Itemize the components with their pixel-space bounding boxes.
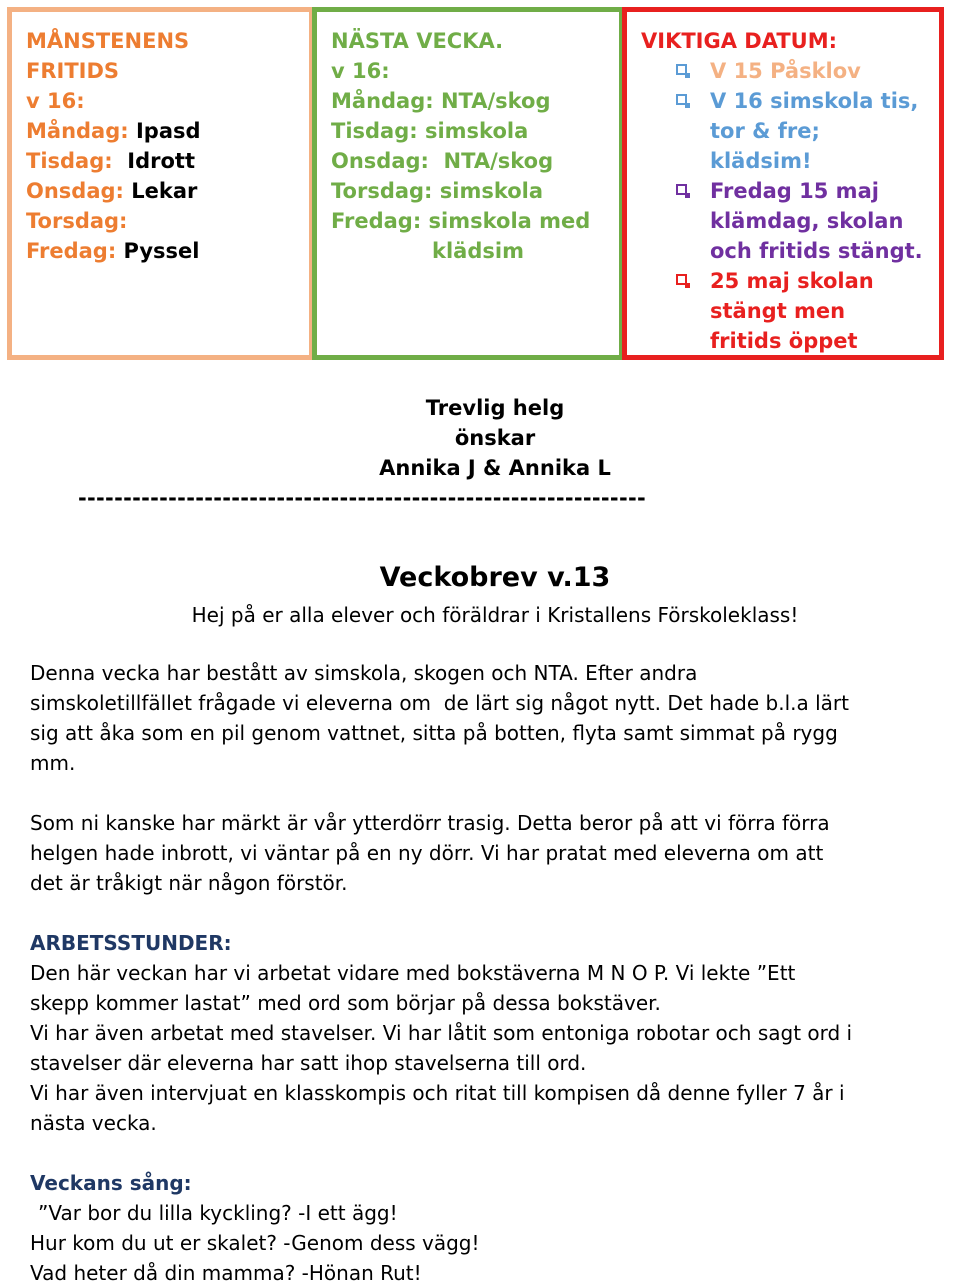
important-dates-box <box>622 7 944 360</box>
checkbox-icon <box>676 64 687 75</box>
checkbox-icon <box>676 184 687 195</box>
next-week-title: NÄSTA VECKA. <box>331 29 504 53</box>
paragraph-line: Den här veckan har vi arbetat vidare med bokstäverna M N O P. Vi lekte ”Ett <box>30 961 796 985</box>
paragraph-line: Vi har även intervjuat en klasskompis och ritat till kompisen då denne fyller 7 år i <box>30 1081 845 1105</box>
date-item: 25 maj skolan stängt men fritids öppet <box>641 266 925 356</box>
next-week-line: Onsdag: NTA/skog <box>331 149 554 173</box>
next-week-box <box>312 7 624 360</box>
paragraph-line: skepp kommer lastat” med ord som börjar på dessa bokstäver. <box>30 991 661 1015</box>
fritids-title-line1: MÅNSTENENS <box>26 29 190 53</box>
next-week-line: Tisdag: simskola <box>331 119 529 143</box>
next-week-line: Måndag: NTA/skog <box>331 89 551 113</box>
paragraph-line: stavelser där eleverna har satt ihop stavelserna till ord. <box>30 1051 587 1075</box>
paragraph-line: mm. <box>30 751 76 775</box>
song-heading: Veckans sång: <box>30 1171 192 1195</box>
important-dates-title: VIKTIGA DATUM: <box>641 29 838 53</box>
fritids-title-line2: FRITIDS <box>26 59 120 83</box>
checkbox-icon <box>676 94 687 105</box>
fritids-day-row: Fredag: Pyssel <box>26 239 200 263</box>
paragraph-line: Vi har även arbetat med stavelser. Vi har låtit som entoniga robotar och sagt ord i <box>30 1021 853 1045</box>
song-line: ”Var bor du lilla kyckling? -I ett ägg! <box>38 1201 398 1225</box>
paragraph-line: sig att åka som en pil genom vattnet, sitta på botten, flyta samt simmat på rygg <box>30 721 838 745</box>
letter-title: Veckobrev v.13 <box>379 562 611 593</box>
date-item: V 16 simskola tis, tor & fre; klädsim! <box>641 86 925 176</box>
separator-line: --------------------------------------------------------------- <box>78 486 646 510</box>
greeting <box>0 393 960 483</box>
fritids-day-row: Måndag: Ipasd <box>26 119 201 143</box>
date-item: Fredag 15 maj klämdag, skolan och fritids stängt. <box>641 176 925 266</box>
next-week-line: Fredag: simskola med <box>331 209 591 233</box>
greeting-line2: önskar <box>454 426 536 450</box>
song-line: Hur kom du ut er skalet? -Genom dess vägg! <box>30 1231 480 1255</box>
checkbox-icon <box>676 274 687 285</box>
paragraph-line: Som ni kanske har märkt är vår ytterdörr trasig. Detta beror på att vi förra förra <box>30 811 830 835</box>
song-line: Vad heter då din mamma? -Hönan Rut! <box>30 1261 422 1285</box>
fritids-day-row: Tisdag: Idrott <box>26 149 195 173</box>
paragraph-line: nästa vecka. <box>30 1111 157 1135</box>
date-item: V 15 Påsklov <box>641 56 925 86</box>
next-week-line: Torsdag: simskola <box>331 179 544 203</box>
fritids-week: v 16: <box>26 89 85 113</box>
paragraph-line: helgen hade inbrott, vi väntar på en ny dörr. Vi har pratat med eleverna om att <box>30 841 824 865</box>
letter-body <box>30 658 960 1288</box>
paragraph-line: det är tråkigt när någon förstör. <box>30 871 348 895</box>
important-dates-list <box>641 56 925 356</box>
next-week-line: klädsim <box>432 239 524 263</box>
next-week-week: v 16: <box>331 59 390 83</box>
greeting-signature: Annika J & Annika L <box>379 456 611 480</box>
paragraph-line: Denna vecka har bestått av simskola, skogen och NTA. Efter andra <box>30 661 698 685</box>
fritids-day-row: Onsdag: Lekar <box>26 179 198 203</box>
paragraph-line: simskoletillfället frågade vi eleverna om de lärt sig något nytt. Det hade b.l.a lärt <box>30 691 849 715</box>
letter-greeting: Hej på er alla elever och föräldrar i Kristallens Förskoleklass! <box>191 603 799 627</box>
greeting-line1: Trevlig helg <box>425 396 565 420</box>
fritids-schedule-box <box>7 7 314 360</box>
fritids-day-row: Torsdag: <box>26 209 128 233</box>
work-heading: ARBETSSTUNDER: <box>30 931 232 955</box>
